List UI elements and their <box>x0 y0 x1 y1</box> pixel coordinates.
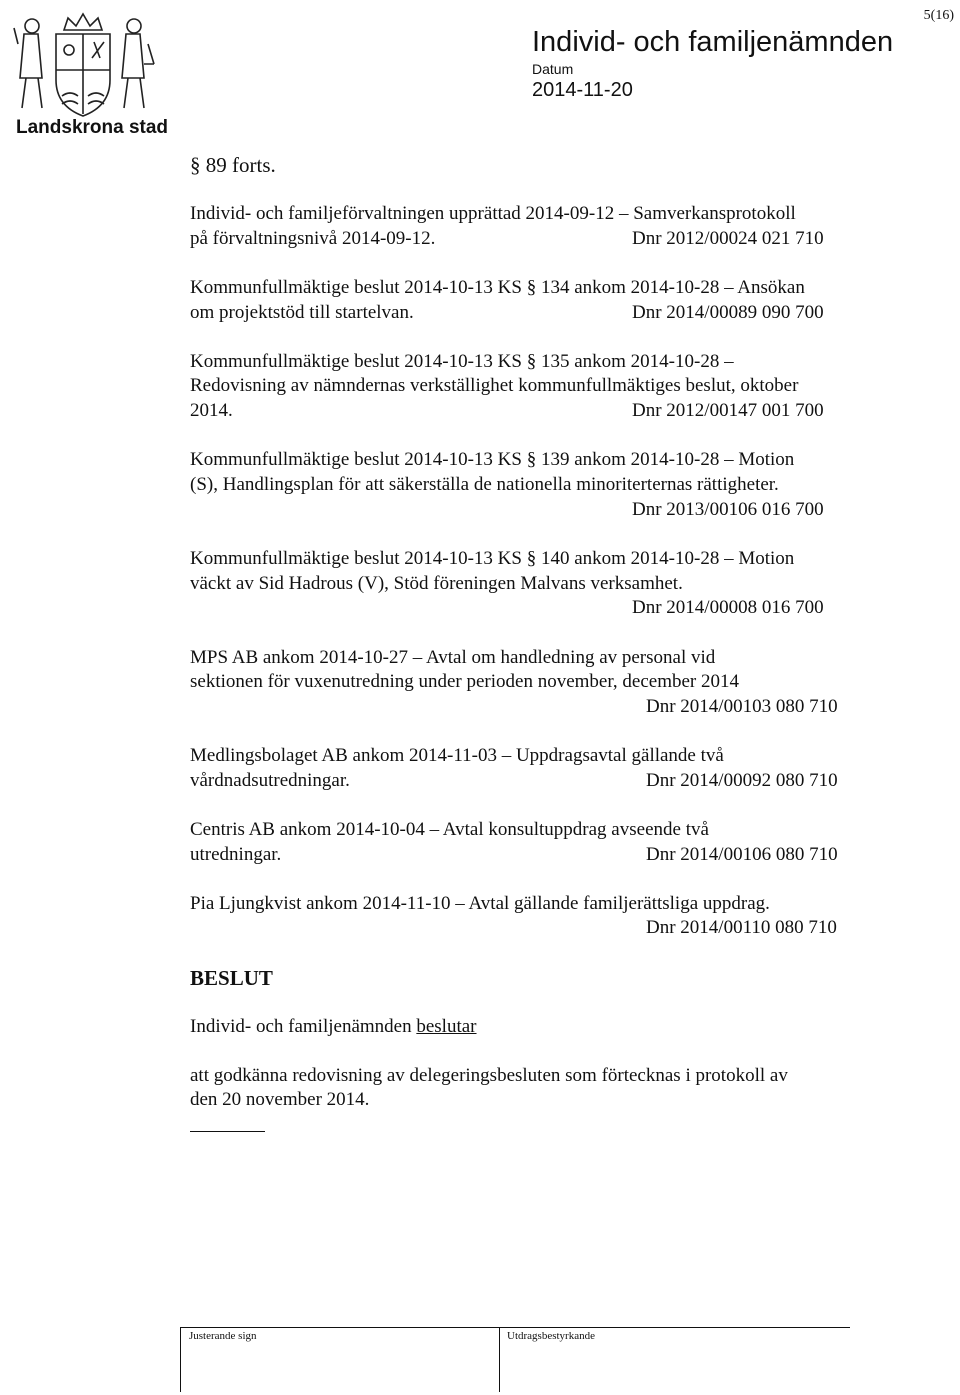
page-number: 5(16) <box>923 8 954 23</box>
justerande-sign-label: Justerande sign <box>189 1330 257 1342</box>
paragraph-heading <box>190 153 276 178</box>
item-line: om projektstöd till startelvan. <box>190 302 414 323</box>
beslut-heading: BESLUT <box>190 966 273 990</box>
item-line: utredningar. <box>190 844 282 865</box>
section-sign-icon: § <box>526 277 537 298</box>
paragraph-number: 89 forts. <box>205 153 276 177</box>
end-rule <box>190 1131 265 1132</box>
item-line: Medlingsbolaget AB ankom 2014-11-03 – Uppdragsavtal gällande två <box>190 745 724 766</box>
datum-value: 2014-11-20 <box>532 79 633 101</box>
dnr: Dnr 2012/00147 001 700 <box>632 400 824 421</box>
item-line: Redovisning av nämndernas verkställighet kommunfullmäktiges beslut, oktober <box>190 375 799 396</box>
dnr: Dnr 2014/00089 090 700 <box>632 302 824 323</box>
dnr: Dnr 2014/00092 080 710 <box>646 770 838 791</box>
item-line: Individ- och familjeförvaltningen upprättad 2014-09-12 – Samverkansprotokoll <box>190 203 796 224</box>
item-line: väckt av Sid Hadrous (V), Stöd föreningen Malvans verksamhet. <box>190 573 683 594</box>
item-text: 134 ankom 2014-10-28 – Ansökan <box>540 277 805 298</box>
footer-divider <box>180 1328 181 1392</box>
item-text: Kommunfullmäktige beslut 2014-10-13 KS <box>190 449 522 470</box>
item-line: på förvaltningsnivå 2014-09-12. <box>190 228 436 249</box>
item-line: 2014. <box>190 400 233 421</box>
section-sign-icon: § <box>526 449 537 470</box>
dnr: Dnr 2014/00106 080 710 <box>646 844 838 865</box>
beslut-text: att godkänna redovisning av delegeringsbesluten som förtecknas i protokoll av <box>190 1065 788 1086</box>
item-line: vårdnadsutredningar. <box>190 770 350 791</box>
item-text: Kommunfullmäktige beslut 2014-10-13 KS <box>190 351 522 372</box>
beslut-subject-line <box>190 1015 477 1040</box>
item-line <box>190 448 794 473</box>
item-line <box>190 276 805 301</box>
item-line: MPS AB ankom 2014-10-27 – Avtal om handledning av personal vid <box>190 647 716 668</box>
beslut-verb: beslutar <box>416 1016 477 1037</box>
beslut-text: den 20 november 2014. <box>190 1089 370 1110</box>
datum-label: Datum <box>532 61 574 77</box>
beslut-subject: Individ- och familjenämnden <box>190 1016 412 1037</box>
item-line: Centris AB ankom 2014-10-04 – Avtal konsultuppdrag avseende två <box>190 819 709 840</box>
item-text: 140 ankom 2014-10-28 – Motion <box>540 548 795 569</box>
item-line: Pia Ljungkvist ankom 2014-11-10 – Avtal gällande familjerättsliga uppdrag. <box>190 893 770 914</box>
item-line <box>190 547 794 572</box>
dnr: Dnr 2014/00008 016 700 <box>632 597 824 618</box>
org-name: Landskrona stad <box>16 117 169 138</box>
dnr: Dnr 2012/00024 021 710 <box>632 228 824 249</box>
item-text: Kommunfullmäktige beslut 2014-10-13 KS <box>190 277 522 298</box>
item-line: (S), Handlingsplan för att säkerställa de nationella minoriterternas rättigheter. <box>190 474 779 495</box>
item-text: 139 ankom 2014-10-28 – Motion <box>540 449 795 470</box>
committee-title: Individ- och familjenämnden <box>532 26 894 58</box>
utdragsbestyrkande-label: Utdragsbestyrkande <box>507 1330 595 1342</box>
dnr: Dnr 2013/00106 016 700 <box>632 499 824 520</box>
section-sign-icon: § <box>526 351 537 372</box>
item-text: 135 ankom 2014-10-28 – <box>540 351 734 372</box>
item-line: sektionen för vuxenutredning under perioden november, december 2014 <box>190 671 740 692</box>
section-sign-icon: § <box>526 548 537 569</box>
item-line <box>190 350 734 375</box>
item-text: Kommunfullmäktige beslut 2014-10-13 KS <box>190 548 522 569</box>
dnr: Dnr 2014/00103 080 710 <box>646 696 838 717</box>
section-sign-icon: § <box>190 153 201 177</box>
footer-rule <box>180 1327 850 1328</box>
dnr: Dnr 2014/00110 080 710 <box>646 917 837 938</box>
footer-divider <box>499 1328 500 1392</box>
